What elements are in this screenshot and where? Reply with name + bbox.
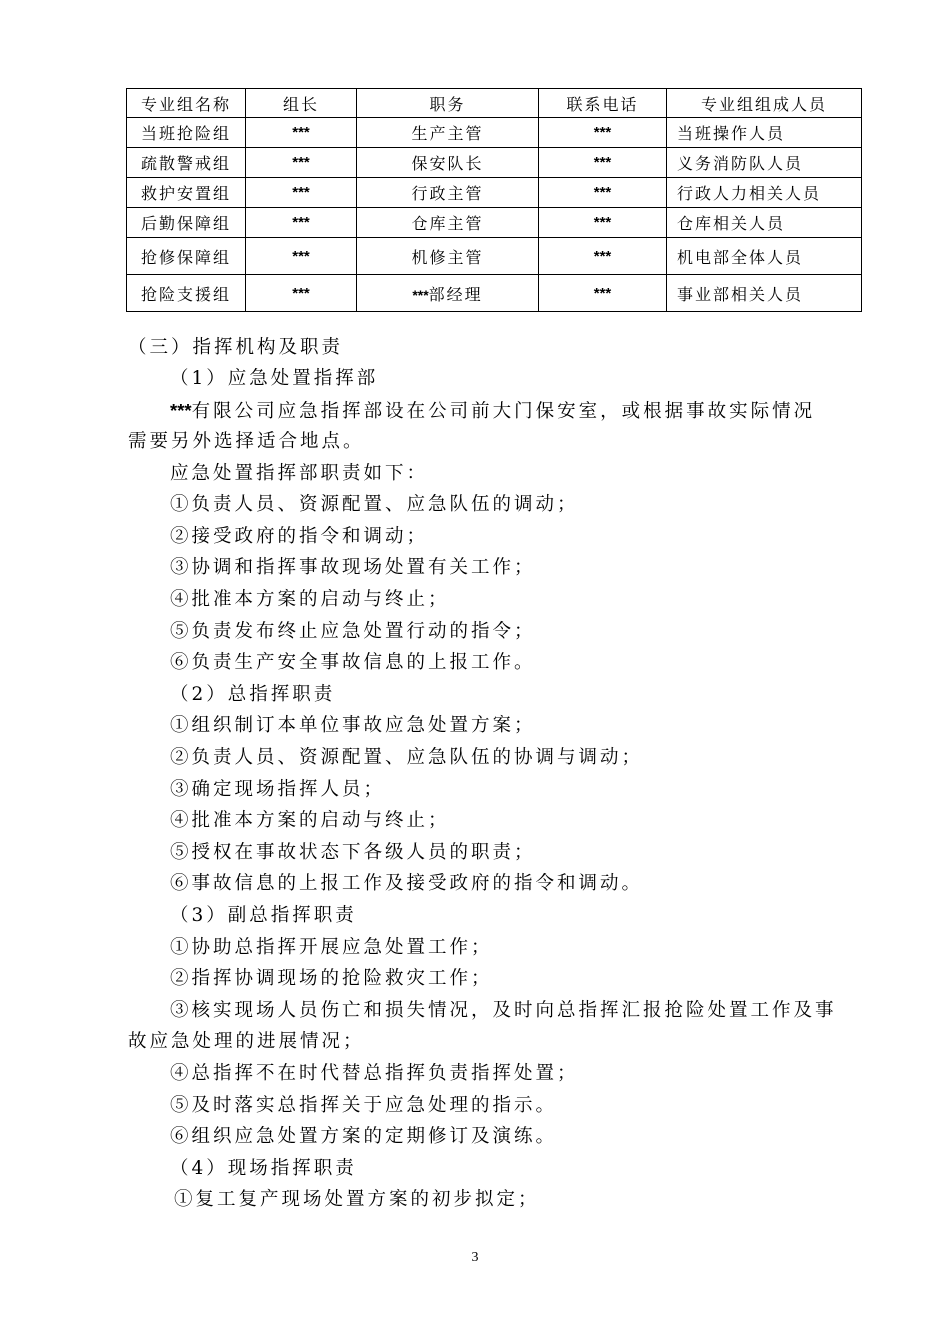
cell-group: 当班抢险组 bbox=[127, 118, 246, 148]
subsection-title-commander: （2）总指挥职责 bbox=[170, 684, 336, 705]
paragraph-text: 有限公司应急指挥部设在公司前大门保安室，或根据事故实际情况 bbox=[191, 401, 816, 422]
cell-members: 义务消防队人员 bbox=[667, 148, 862, 178]
cell-group: 疏散警戒组 bbox=[127, 148, 246, 178]
cell-group: 抢险支援组 bbox=[127, 275, 246, 312]
cell-leader: *** bbox=[246, 238, 357, 275]
list-item: ⑥负责生产安全事故信息的上报工作。 bbox=[170, 652, 536, 673]
cell-members: 仓库相关人员 bbox=[667, 208, 862, 238]
list-item: ⑤授权在事故状态下各级人员的职责； bbox=[170, 842, 536, 863]
cell-leader: *** bbox=[246, 275, 357, 312]
list-item: ②指挥协调现场的抢险救灾工作； bbox=[170, 968, 493, 989]
cell-role: 生产主管 bbox=[357, 118, 539, 148]
table-row bbox=[127, 238, 862, 275]
list-item: ①组织制订本单位事故应急处置方案； bbox=[170, 715, 536, 736]
list-item: ③协调和指挥事故现场处置有关工作； bbox=[170, 557, 536, 578]
header-leader: 组长 bbox=[246, 89, 357, 118]
cell-members: 机电部全体人员 bbox=[667, 238, 862, 275]
paragraph-command-location bbox=[170, 399, 815, 424]
list-item: ④批准本方案的启动与终止； bbox=[170, 589, 450, 610]
cell-phone: *** bbox=[539, 148, 667, 178]
list-item: ①协助总指挥开展应急处置工作； bbox=[170, 937, 493, 958]
list-item: ⑤负责发布终止应急处置行动的指令； bbox=[170, 621, 536, 642]
list-item: ②接受政府的指令和调动； bbox=[170, 526, 429, 547]
cell-phone: *** bbox=[539, 118, 667, 148]
list-item: ①负责人员、资源配置、应急队伍的调动； bbox=[170, 494, 579, 515]
cell-members: 行政人力相关人员 bbox=[667, 178, 862, 208]
specialist-group-table bbox=[126, 88, 862, 312]
cell-role: 机修主管 bbox=[357, 238, 539, 275]
list-item: ④总指挥不在时代替总指挥负责指挥处置； bbox=[170, 1063, 579, 1084]
cell-role bbox=[357, 275, 539, 312]
table-header-row bbox=[127, 89, 862, 118]
cell-members: 事业部相关人员 bbox=[667, 275, 862, 312]
table-row bbox=[127, 178, 862, 208]
section-title: （三）指挥机构及职责 bbox=[128, 337, 344, 358]
cell-leader: *** bbox=[246, 118, 357, 148]
table-row bbox=[127, 208, 862, 238]
cell-leader: *** bbox=[246, 178, 357, 208]
table-row bbox=[127, 118, 862, 148]
page-number: 3 bbox=[471, 1250, 479, 1265]
cell-phone: *** bbox=[539, 238, 667, 275]
table-row bbox=[127, 148, 862, 178]
subsection-title-site-commander: （4）现场指挥职责 bbox=[170, 1158, 357, 1179]
cell-group: 救护安置组 bbox=[127, 178, 246, 208]
cell-leader: *** bbox=[246, 208, 357, 238]
cell-members: 当班操作人员 bbox=[667, 118, 862, 148]
cell-role: 仓库主管 bbox=[357, 208, 539, 238]
header-role: 职务 bbox=[357, 89, 539, 118]
list-item: ③核实现场人员伤亡和损失情况，及时向总指挥汇报抢险处置工作及事 bbox=[170, 1000, 837, 1021]
header-phone: 联系电话 bbox=[539, 89, 667, 118]
cell-leader: *** bbox=[246, 148, 357, 178]
paragraph-intro: 应急处置指挥部职责如下： bbox=[170, 463, 429, 484]
cell-group: 抢修保障组 bbox=[127, 238, 246, 275]
cell-role: 行政主管 bbox=[357, 178, 539, 208]
cell-phone: *** bbox=[539, 208, 667, 238]
list-item: ④批准本方案的启动与终止； bbox=[170, 810, 450, 831]
list-item: ③确定现场指挥人员； bbox=[170, 779, 386, 800]
cell-phone: *** bbox=[539, 178, 667, 208]
header-members: 专业组组成人员 bbox=[667, 89, 862, 118]
header-group-name: 专业组名称 bbox=[127, 89, 246, 118]
company-name-masked: *** bbox=[170, 400, 192, 421]
cell-phone: *** bbox=[539, 275, 667, 312]
subsection-title-command-center: （1）应急处置指挥部 bbox=[170, 368, 379, 389]
table-row bbox=[127, 275, 862, 312]
cell-group: 后勤保障组 bbox=[127, 208, 246, 238]
list-item: ②负责人员、资源配置、应急队伍的协调与调动； bbox=[170, 747, 644, 768]
list-item: ①复工复产现场处置方案的初步拟定； bbox=[174, 1189, 540, 1210]
list-item-continuation: 故应急处理的进展情况； bbox=[128, 1031, 365, 1052]
cell-role: 保安队长 bbox=[357, 148, 539, 178]
cell-role-suffix: 部经理 bbox=[428, 284, 483, 304]
cell-role-prefix: *** bbox=[412, 286, 429, 303]
list-item: ⑥组织应急处置方案的定期修订及演练。 bbox=[170, 1126, 558, 1147]
list-item: ⑤及时落实总指挥关于应急处理的指示。 bbox=[170, 1095, 558, 1116]
paragraph-continuation: 需要另外选择适合地点。 bbox=[128, 431, 365, 452]
subsection-title-deputy-commander: （3）副总指挥职责 bbox=[170, 905, 357, 926]
list-item: ⑥事故信息的上报工作及接受政府的指令和调动。 bbox=[170, 873, 644, 894]
